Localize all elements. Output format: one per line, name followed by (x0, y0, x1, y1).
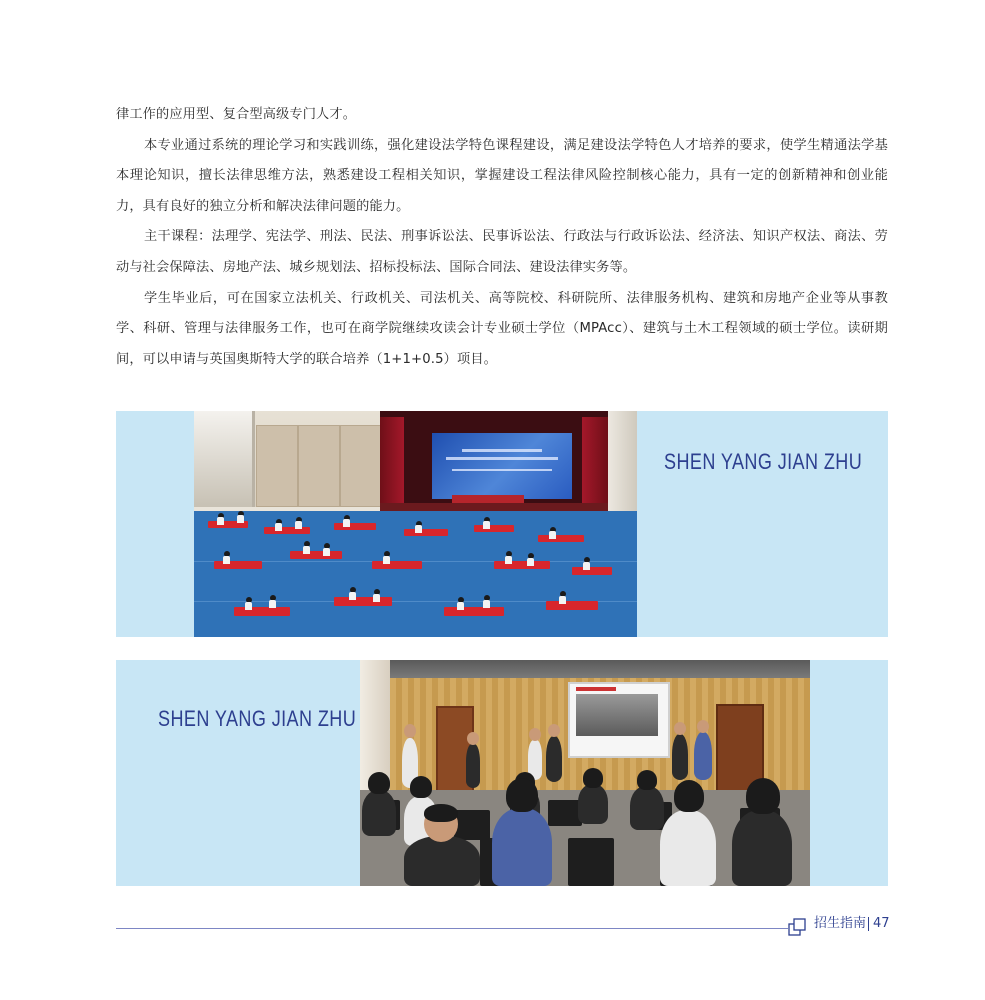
footer-rule (116, 928, 788, 929)
meeting-room-photo (360, 660, 810, 886)
footer-separator (868, 917, 869, 931)
paragraph-career-outlook: 学生毕业后，可在国家立法机关、行政机关、司法机关、高等院校、科研院所、法律服务机构、建筑和房地产企业等从事教学、科研、管理与法律服务工作，也可在商学院继续攻读会计专业硕士学位（MPAcc）、建筑与土木工程领域的硕士学位。读研期间，可以申请与英国奥斯特大学的联合培养（1+1+0.5）项目。 (116, 290, 888, 367)
paragraph-continuation: 律工作的应用型、复合型高级专门人才。 (116, 107, 357, 122)
photo-banner-seminar (116, 660, 888, 886)
paragraph-program-overview: 本专业通过系统的理论学习和实践训练，强化建设法学特色课程建设，满足建设法学特色人才培养的要求，使学生精通法学基本理论知识，擅长法律思维方法，熟悉建设工程相关知识，掌握建设工程法律风险控制核心能力，具有一定的创新精神和创业能力，具有良好的独立分析和解决法律问题的能力。 (116, 137, 888, 214)
footer-label: 招生指南 (814, 916, 867, 931)
banner-title: SHEN YANG JIAN ZHU (664, 449, 863, 474)
footer-bracket-icon (788, 918, 810, 936)
page-number: 47 (873, 916, 890, 931)
photo-banner-competition (116, 411, 888, 637)
banner-title: SHEN YANG JIAN ZHU (158, 706, 357, 731)
paragraph-core-courses: 主干课程：法理学、宪法学、刑法、民法、刑事诉讼法、民事诉讼法、行政法与行政诉讼法、经济法、知识产权法、商法、劳动与社会保障法、房地产法、城乡规划法、招标投标法、国际合同法、建设法律实务等。 (116, 229, 888, 275)
competition-hall-photo (194, 411, 637, 637)
body-text (116, 100, 888, 375)
